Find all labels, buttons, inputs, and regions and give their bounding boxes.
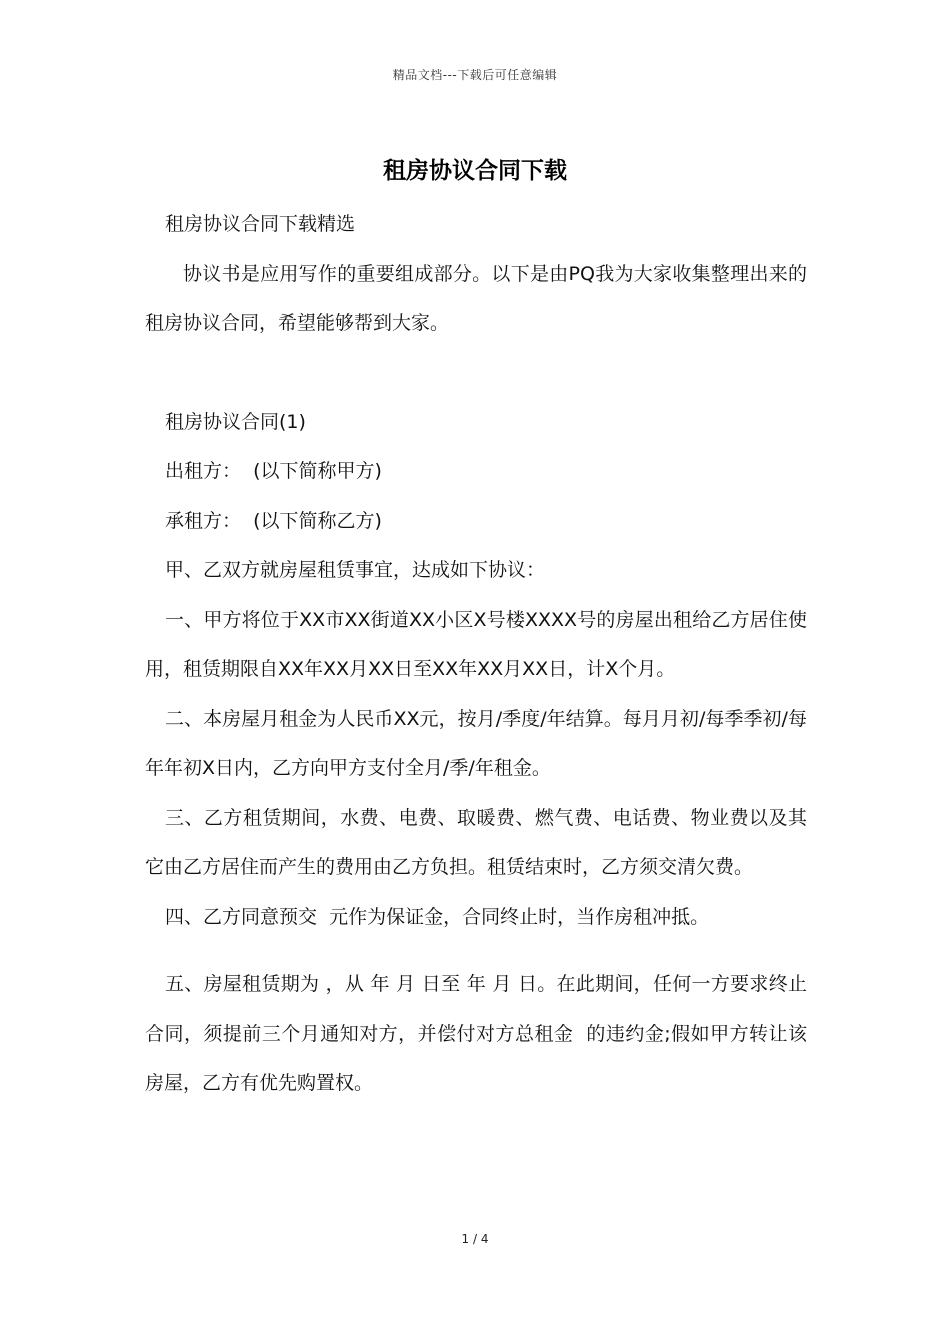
clause-2: 二、本房屋月租金为人民币XX元，按月/季度/年结算。每月月初/每季季初/每年年初X日内，乙方向甲方支付全月/季/年租金。 bbox=[145, 707, 807, 779]
lessee-line: 承租方： (以下简称乙方) bbox=[165, 509, 382, 532]
clause-3: 三、乙方租赁期间，水费、电费、取暖费、燃气费、电话费、物业费以及其它由乙方居住而产生的费用由乙方负担。租赁结束时，乙方须交清欠费。 bbox=[145, 806, 807, 878]
document-title: 租房协议合同下载 bbox=[383, 158, 567, 184]
clause-1: 一、甲方将位于XX市XX街道XX小区X号楼XXXX号的房屋出租给乙方居住使用，租赁期限自XX年XX月XX日至XX年XX月XX日，计X个月。 bbox=[145, 608, 807, 680]
intro-paragraph: 协议书是应用写作的重要组成部分。以下是由PQ我为大家收集整理出来的租房协议合同，希望能够帮到大家。 bbox=[145, 262, 807, 334]
agreement-intro: 甲、乙双方就房屋租赁事宜，达成如下协议： bbox=[165, 559, 546, 581]
header-note: 精品文档---下载后可任意编辑 bbox=[392, 68, 558, 82]
clause-5: 五、房屋租赁期为 ，从 年 月 日至 年 月 日。在此期间，任何一方要求终止合同，须提前三个月通知对方，并偿付对方总租金 的违约金;假如甲方转让该房屋，乙方有优先购置权。 bbox=[145, 973, 807, 1094]
clause-4: 四、乙方同意预交 元作为保证金，合同终止时，当作房租冲抵。 bbox=[165, 905, 710, 928]
contract-heading: 租房协议合同(1) bbox=[165, 410, 306, 433]
subtitle-paragraph: 租房协议合同下载精选 bbox=[165, 213, 356, 235]
page-number: 1 / 4 bbox=[461, 1232, 489, 1246]
document-body bbox=[145, 200, 807, 1109]
lessor-line: 出租方： (以下简称甲方) bbox=[165, 460, 382, 482]
